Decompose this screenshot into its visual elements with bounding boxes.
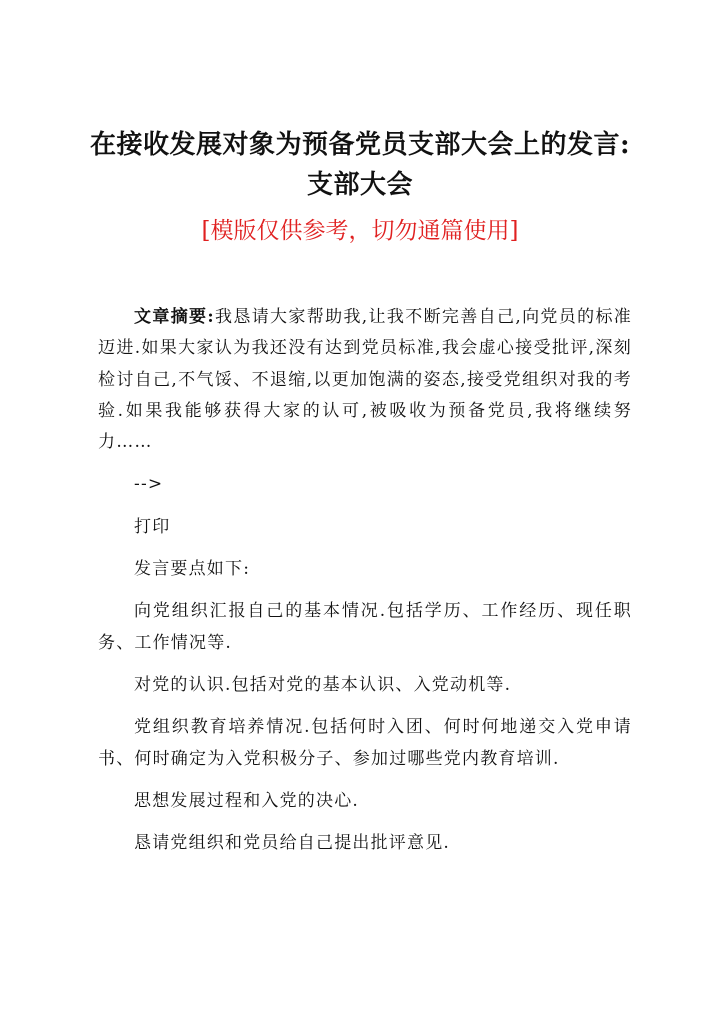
arrow-marker: --> <box>134 474 164 495</box>
print-link[interactable]: 打印 <box>134 516 171 537</box>
point-item: 向党组织汇报自己的基本情况.包括学历、工作经历、现任职务、工作情况等. <box>98 601 632 653</box>
abstract-label: 文章摘要: <box>134 307 215 327</box>
abstract-paragraph <box>98 302 632 458</box>
points-intro: 发言要点如下: <box>134 559 251 580</box>
abstract-text: 我恳请大家帮助我,让我不断完善自己,向党员的标准迈进.如果大家认为我还没有达到党员标准,我会虚心接受批评,深刻检讨自己,不气馁、不退缩,以更加饱满的姿态,接受党组织对我的考验.如果我能够获得大家的认可,被吸收为预备党员,我将继续努力…… <box>98 307 633 453</box>
point-item: 思想发展过程和入党的决心. <box>134 790 360 811</box>
template-notice: [模版仅供参考，切勿通篇使用] <box>201 218 519 244</box>
point-item: 党组织教育培养情况.包括何时入团、何时何地递交入党申请书、何时确定为入党积极分子、参加过哪些党内教育培训. <box>98 717 632 769</box>
document-body <box>98 302 632 859</box>
document-title-line-1: 在接收发展对象为预备党员支部大会上的发言: <box>89 130 631 160</box>
document-title-line-2: 支部大会 <box>306 170 413 200</box>
point-item: 恳请党组织和党员给自己提出批评意见. <box>134 833 451 854</box>
point-item: 对党的认识.包括对党的基本认识、入党动机等. <box>134 674 512 695</box>
